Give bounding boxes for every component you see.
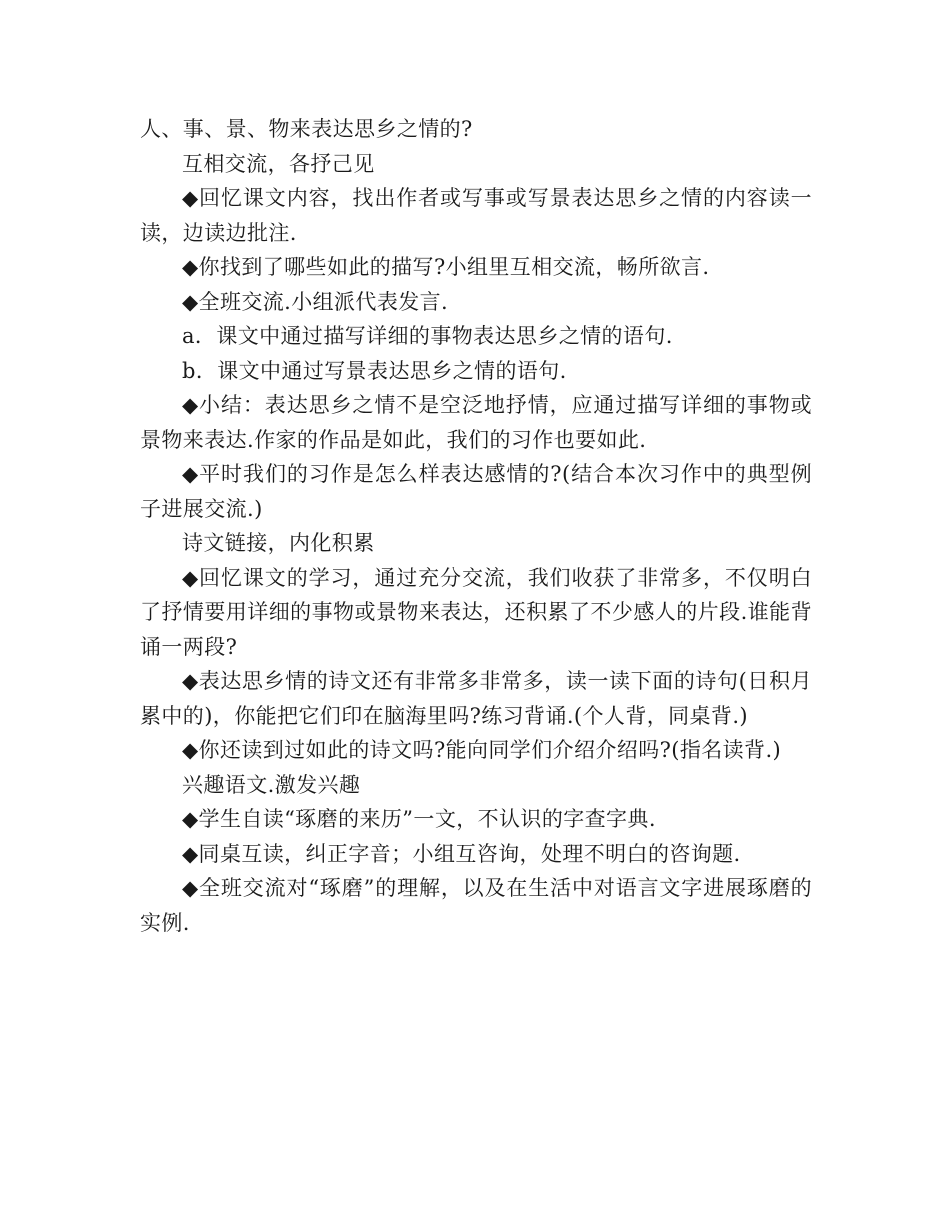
paragraph: ◆平时我们的习作是怎么样表达感情的?(结合本次习作中的典型例子进展交流.) xyxy=(140,462,812,521)
section-heading: 诗文链接，内化积累 xyxy=(182,531,375,555)
paragraph: ◆表达思乡情的诗文还有非常多非常多，读一读下面的诗句(日积月累中的)，你能把它们印在脑海里吗?练习背诵.(个人背，同桌背.) xyxy=(140,669,812,728)
paragraph: a．课文中通过描写详细的事物表达思乡之情的语句. xyxy=(182,324,673,348)
paragraph: 人、事、景、物来表达思乡之情的? xyxy=(140,117,473,141)
section-heading: 互相交流，各抒己见 xyxy=(182,151,375,176)
paragraph: ◆你还读到过如此的诗文吗?能向同学们介绍介绍吗?(指名读背.) xyxy=(182,738,782,762)
paragraph: ◆回忆课文的学习，通过充分交流，我们收获了非常多，不仅明白了抒情要用详细的事物或景物来表达，还积累了不少感人的片段.谁能背诵一两段? xyxy=(140,565,812,659)
paragraph: ◆全班交流.小组派代表发言. xyxy=(182,289,449,314)
paragraph: b．课文中通过写景表达思乡之情的语句. xyxy=(182,358,567,383)
paragraph: ◆回忆课文内容，找出作者或写事或写景表达思乡之情的内容读一读，边读边批注. xyxy=(140,186,812,245)
paragraph: ◆学生自读“琢磨的来历”一文，不认识的字查字典. xyxy=(182,807,656,831)
document-body xyxy=(140,112,812,940)
paragraph: ◆小结：表达思乡之情不是空泛地抒情，应通过描写详细的事物或景物来表达.作家的作品是如此，我们的习作也要如此. xyxy=(140,393,812,452)
paragraph: ◆全班交流对“琢磨”的理解，以及在生活中对语言文字进展琢磨的实例. xyxy=(140,876,812,935)
paragraph: ◆同桌互读，纠正字音；小组互咨询，处理不明白的咨询题. xyxy=(182,841,741,866)
section-heading: 兴趣语文.激发兴趣 xyxy=(182,772,361,797)
paragraph: ◆你找到了哪些如此的描写?小组里互相交流，畅所欲言. xyxy=(182,255,710,279)
